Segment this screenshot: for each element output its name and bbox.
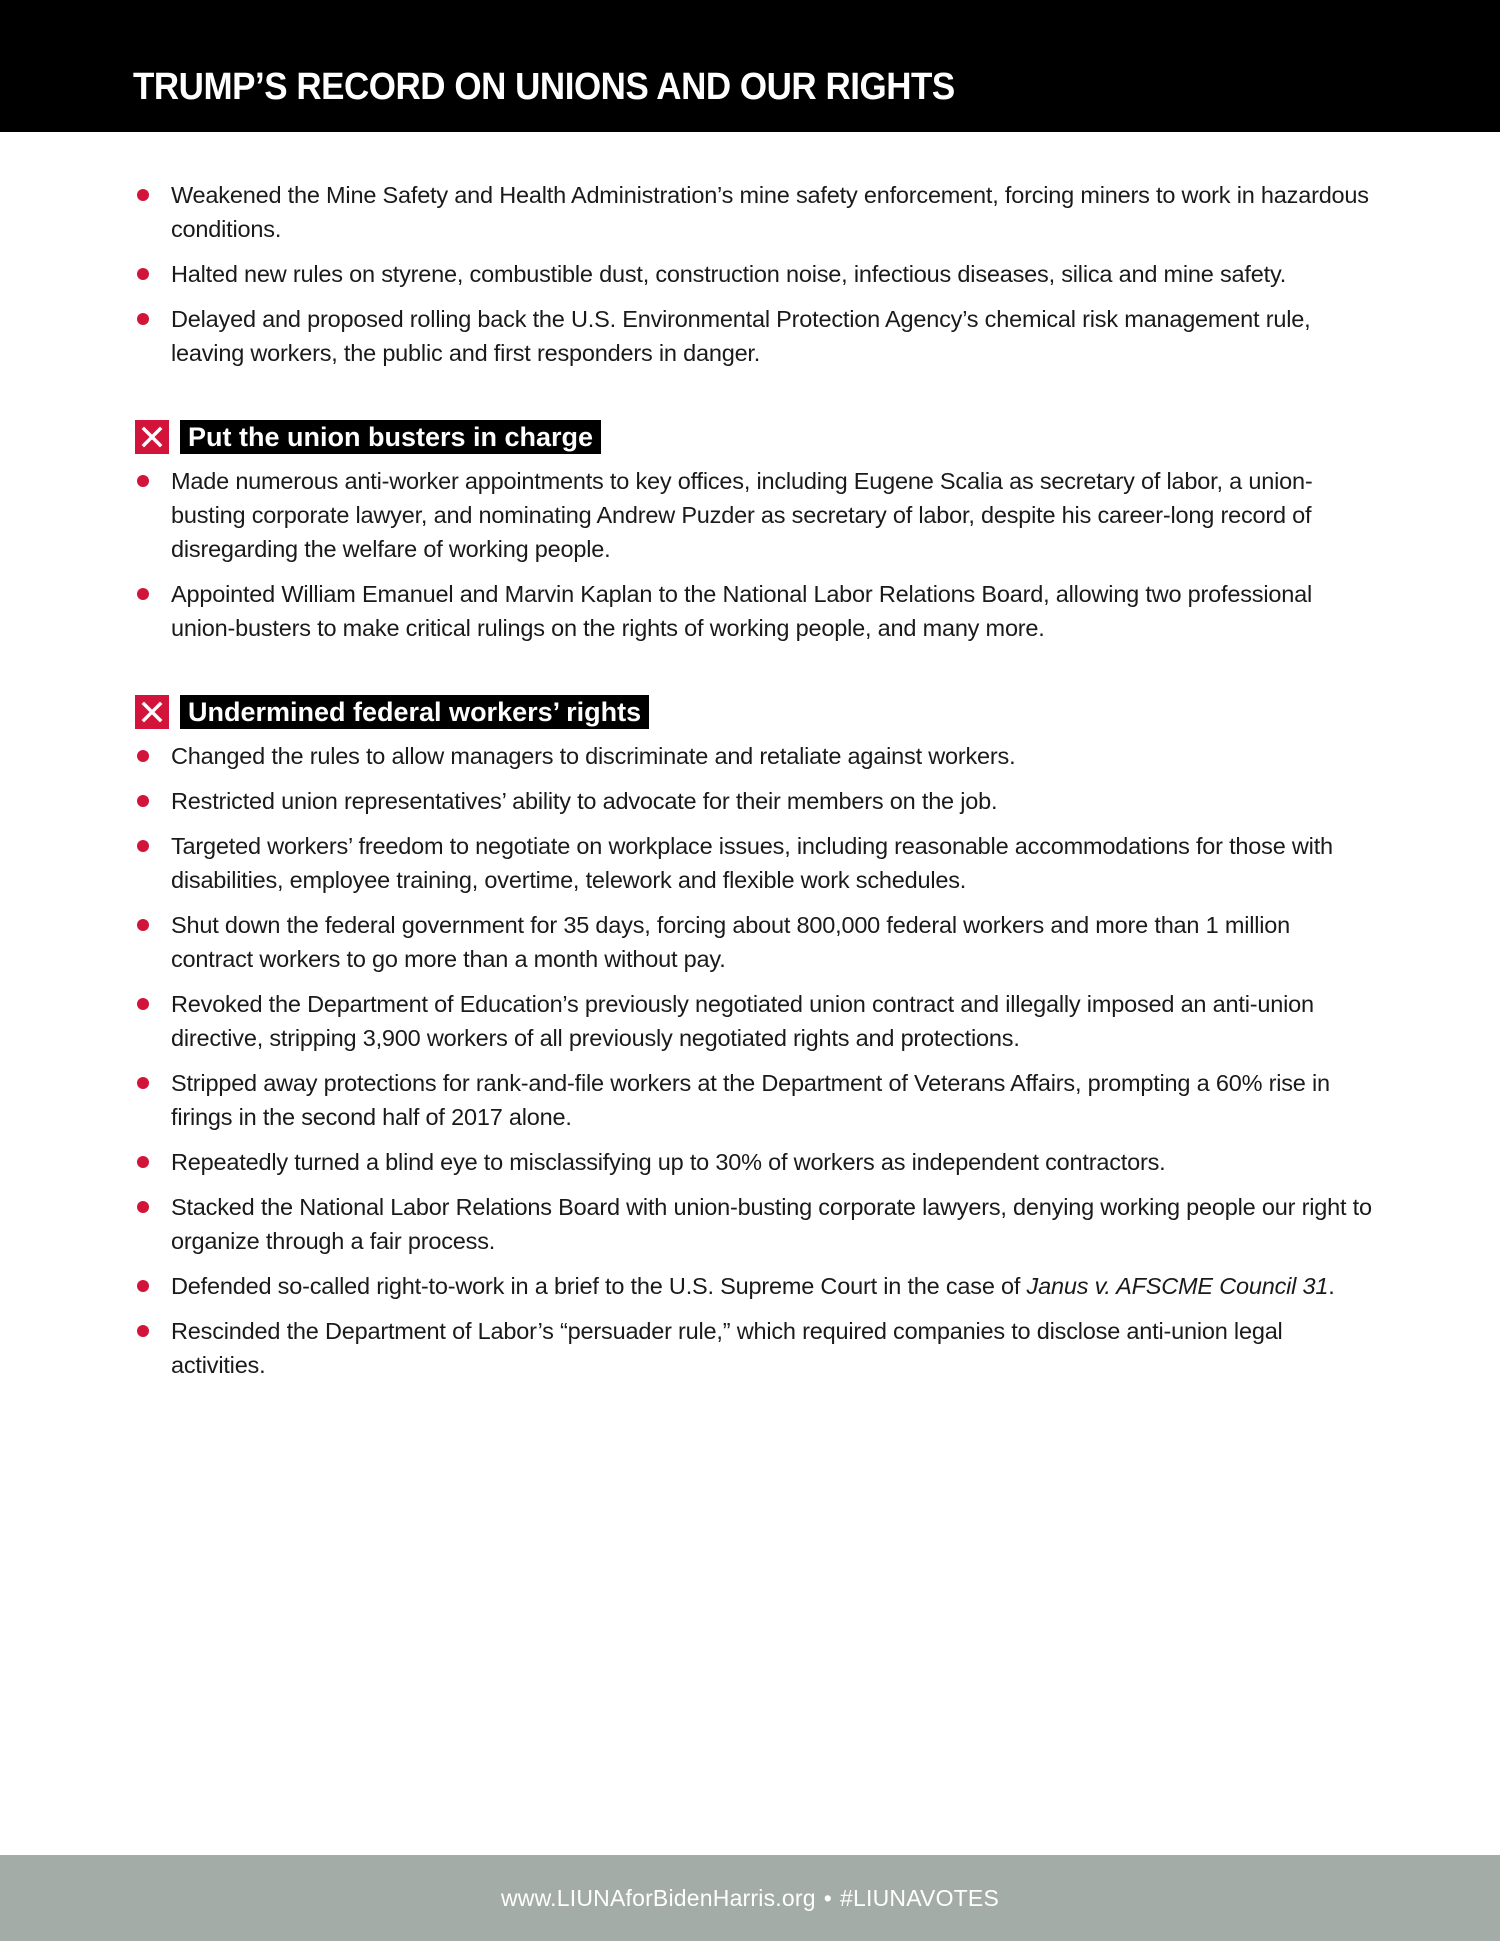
section-title: Undermined federal workers’ rights [180, 695, 649, 729]
bullet-dot-icon [137, 313, 149, 325]
bullet-dot-icon [137, 1156, 149, 1168]
list-item: Stacked the National Labor Relations Board with union-busting corporate lawyers, denying working people our right to organize through a fair process. [135, 1190, 1375, 1258]
list-item: Repeatedly turned a blind eye to misclassifying up to 30% of workers as independent contractors. [135, 1145, 1375, 1179]
bullet-dot-icon [137, 998, 149, 1010]
list-item: Revoked the Department of Education’s previously negotiated union contract and illegally imposed an anti-union directive, stripping 3,900 workers of all previously negotiated rights and protections. [135, 987, 1375, 1055]
bullet-dot-icon [137, 1201, 149, 1213]
bullet-dot-icon [137, 840, 149, 852]
bullet-dot-icon [137, 795, 149, 807]
list-item: Defended so-called right-to-work in a brief to the U.S. Supreme Court in the case of Janus v. AFSCME Council 31. [135, 1269, 1375, 1303]
bullet-dot-icon [137, 919, 149, 931]
section-title: Put the union busters in charge [180, 420, 601, 454]
footer-separator: • [823, 1884, 832, 1911]
bullet-dot-icon [137, 1325, 149, 1337]
case-name: Janus v. AFSCME Council 31 [1026, 1273, 1329, 1299]
list-item: Rescinded the Department of Labor’s “persuader rule,” which required companies to disclose anti-union legal activities. [135, 1314, 1375, 1382]
list-item: Weakened the Mine Safety and Health Administration’s mine safety enforcement, forcing miners to work in hazardous conditions. [135, 178, 1375, 246]
bullet-dot-icon [137, 1077, 149, 1089]
list-item: Delayed and proposed rolling back the U.S. Environmental Protection Agency’s chemical risk management rule, leaving workers, the public and first responders in danger. [135, 302, 1375, 370]
main-content [135, 178, 1375, 1393]
section-heading-federal-workers [135, 695, 1375, 729]
list-item: Restricted union representatives’ ability to advocate for their members on the job. [135, 784, 1375, 818]
bullet-dot-icon [137, 750, 149, 762]
federal-workers-bullet-list [135, 739, 1375, 1382]
website-link[interactable]: www.LIUNAforBidenHarris.org [501, 1884, 816, 1911]
list-item: Made numerous anti-worker appointments to key offices, including Eugene Scalia as secretary of labor, a union-busting corporate lawyer, and nominating Andrew Puzder as secretary of labor, despite his career-long record of disregarding the welfare of working people. [135, 464, 1375, 566]
list-item: Shut down the federal government for 35 days, forcing about 800,000 federal workers and more than 1 million contract workers to go more than a month without pay. [135, 908, 1375, 976]
x-mark-icon [135, 420, 169, 454]
footer-bar [0, 1855, 1500, 1941]
bullet-dot-icon [137, 475, 149, 487]
intro-bullet-list [135, 178, 1375, 370]
union-busters-bullet-list [135, 464, 1375, 645]
hashtag: #LIUNAVOTES [840, 1884, 999, 1911]
bullet-dot-icon [137, 189, 149, 201]
list-item: Changed the rules to allow managers to discriminate and retaliate against workers. [135, 739, 1375, 773]
list-item: Halted new rules on styrene, combustible dust, construction noise, infectious diseases, silica and mine safety. [135, 257, 1375, 291]
bullet-dot-icon [137, 588, 149, 600]
section-heading-union-busters [135, 420, 1375, 454]
bullet-dot-icon [137, 1280, 149, 1292]
list-item: Appointed William Emanuel and Marvin Kaplan to the National Labor Relations Board, allowing two professional union-busters to make critical rulings on the rights of working people, and many more. [135, 577, 1375, 645]
x-mark-icon [135, 695, 169, 729]
bullet-dot-icon [137, 268, 149, 280]
list-item: Targeted workers’ freedom to negotiate on workplace issues, including reasonable accommodations for those with disabilities, employee training, overtime, telework and flexible work schedules. [135, 829, 1375, 897]
list-item: Stripped away protections for rank-and-file workers at the Department of Veterans Affairs, prompting a 60% rise in firings in the second half of 2017 alone. [135, 1066, 1375, 1134]
page-title: TRUMP’S RECORD ON UNIONS AND OUR RIGHTS [133, 66, 955, 108]
header-bar [0, 0, 1500, 132]
